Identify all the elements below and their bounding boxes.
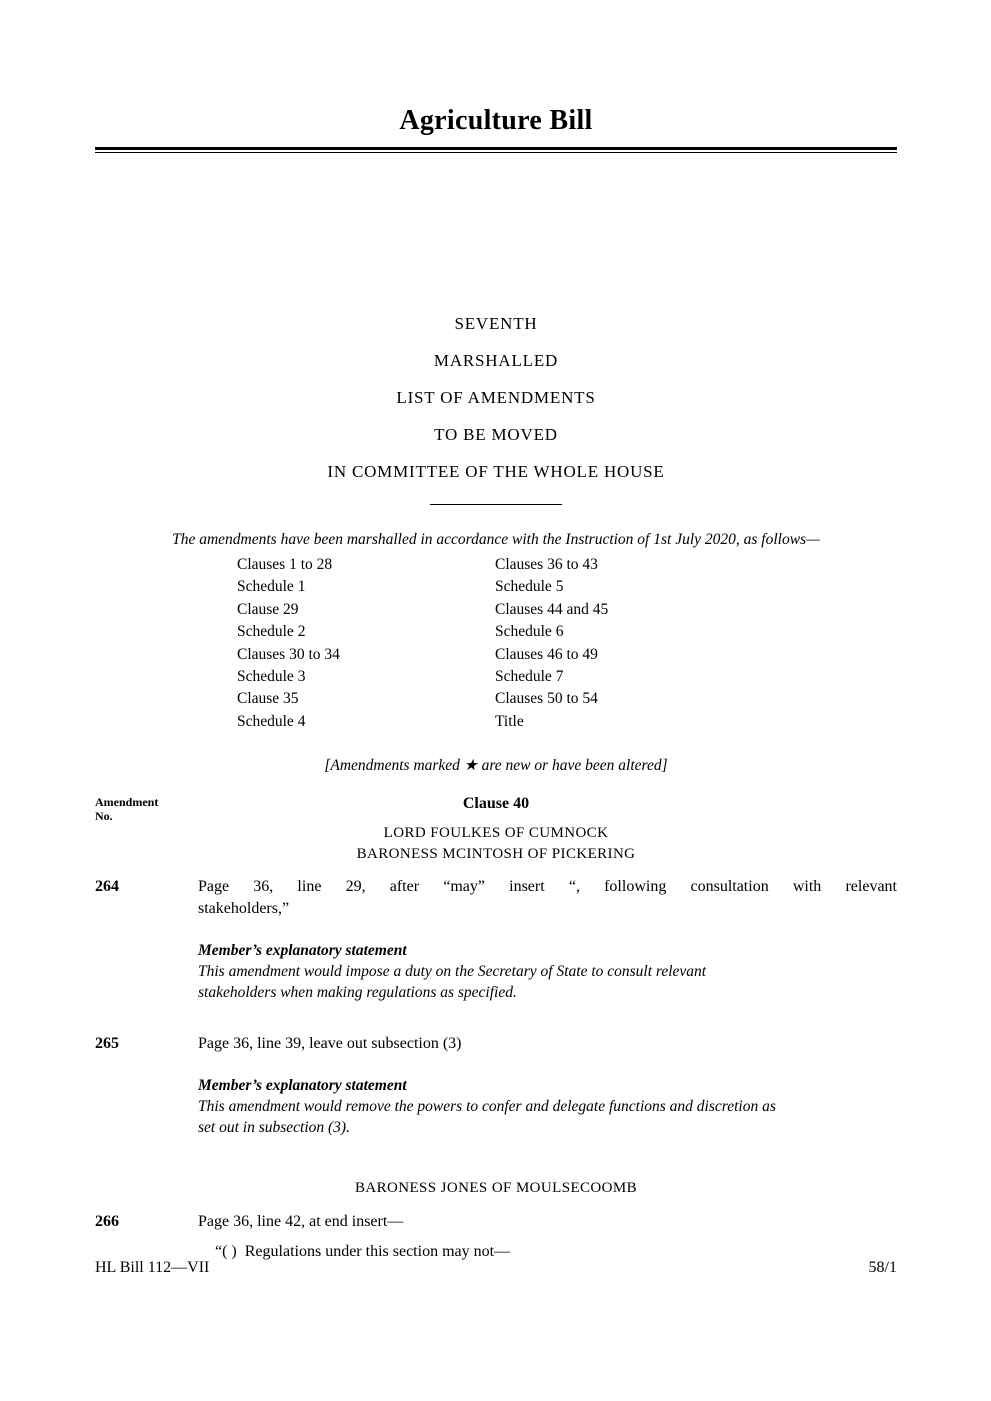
- amendment-no-label-line1: Amendment: [95, 795, 159, 810]
- marshal-item: Clauses 50 to 54: [495, 690, 598, 708]
- marshal-item: Clauses 30 to 34: [237, 645, 340, 663]
- marshal-right-column: [495, 554, 608, 733]
- movers-amendment-264: [95, 823, 897, 864]
- amendment-265: [95, 1033, 897, 1055]
- section-divider: [430, 504, 562, 505]
- marshal-item: Schedule 7: [495, 668, 564, 686]
- marshal-order-list: [95, 554, 897, 733]
- marshal-item: Clause 29: [237, 600, 299, 618]
- marshalling-instruction: The amendments have been marshalled in accordance with the Instruction of 1st July 2020, as follows—: [172, 531, 820, 548]
- explanatory-text: [198, 1096, 897, 1138]
- movers-amendment-266: [95, 1178, 897, 1199]
- marshal-item: Schedule 5: [495, 578, 564, 596]
- explanatory-text: [198, 961, 897, 1003]
- inserted-provision-line: “( ) Regulations under this section may not—: [215, 1242, 511, 1260]
- marshal-item: Clauses 46 to 49: [495, 645, 598, 663]
- marshal-item: Schedule 2: [237, 623, 306, 641]
- heading-line-marshalled: MARSHALLED: [433, 351, 559, 370]
- amendment-266: [95, 1211, 897, 1263]
- bill-title: Agriculture Bill: [399, 105, 593, 136]
- mover-name: BARONESS MCINTOSH OF PICKERING: [356, 845, 636, 862]
- amendment-text-line: Page 36, line 29, after “may” insert “, following consultation with relevant: [198, 878, 897, 896]
- amendment-text: [198, 876, 897, 920]
- amendment-no-label-line2: No.: [95, 809, 113, 824]
- marshal-item: Schedule 3: [237, 668, 306, 686]
- marshal-left-column: [237, 554, 495, 733]
- heading-line-seventh: SEVENTH: [454, 314, 538, 333]
- mover-name: LORD FOULKES OF CUMNOCK: [383, 825, 609, 842]
- clause-heading-row: [95, 794, 897, 824]
- explanatory-text-line: stakeholders when making regulations as specified.: [198, 984, 517, 1002]
- title-rule: [95, 147, 897, 153]
- mover-name: BARONESS JONES OF MOULSECOOMB: [354, 1180, 638, 1197]
- explanatory-text-line: This amendment would remove the powers to confer and delegate functions and discretion as: [198, 1098, 776, 1116]
- marshal-item: Clause 35: [237, 690, 299, 708]
- marshal-item: Clauses 36 to 43: [495, 556, 598, 573]
- heading-block: [95, 305, 897, 490]
- explanatory-statement-264: [95, 940, 897, 1003]
- marshal-item: Schedule 6: [495, 623, 564, 641]
- amendment-text: [198, 1033, 897, 1055]
- amendment-text-line: stakeholders,”: [198, 900, 290, 918]
- marshal-item: Schedule 4: [237, 712, 306, 730]
- explanatory-label: Member’s explanatory statement: [198, 1077, 407, 1095]
- marshal-item: Schedule 1: [237, 578, 306, 596]
- marshal-item: Clauses 44 and 45: [495, 600, 609, 618]
- amendment-number: 264: [95, 878, 119, 896]
- explanatory-text-line: This amendment would impose a duty on the Secretary of State to consult relevant: [198, 963, 707, 981]
- star-note: [Amendments marked ★ are new or have been altered]: [324, 757, 668, 775]
- amendment-264: [95, 876, 897, 920]
- heading-line-moved: TO BE MOVED: [434, 425, 558, 444]
- marshal-item: Title: [495, 712, 524, 730]
- clause-heading: Clause 40: [462, 795, 530, 813]
- heading-line-list: LIST OF AMENDMENTS: [396, 388, 596, 407]
- footer-bill-reference: HL Bill 112—VII: [95, 1259, 210, 1276]
- explanatory-text-line: set out in subsection (3).: [198, 1119, 350, 1137]
- amendment-no-label: [95, 795, 158, 823]
- footer-page-reference: 58/1: [868, 1259, 897, 1276]
- amendment-text: [198, 1211, 897, 1263]
- marshal-item: Clauses 1 to 28: [237, 556, 333, 573]
- amendment-number: 265: [95, 1035, 119, 1053]
- amendment-number: 266: [95, 1212, 119, 1230]
- amendment-text-line: Page 36, line 42, at end insert—: [198, 1212, 404, 1230]
- explanatory-statement-265: [95, 1075, 897, 1138]
- amendment-text-line: Page 36, line 39, leave out subsection (3): [198, 1035, 462, 1053]
- heading-line-committee: IN COMMITTEE OF THE WHOLE HOUSE: [327, 462, 665, 481]
- explanatory-label: Member’s explanatory statement: [198, 942, 407, 960]
- page-footer: [95, 1258, 897, 1278]
